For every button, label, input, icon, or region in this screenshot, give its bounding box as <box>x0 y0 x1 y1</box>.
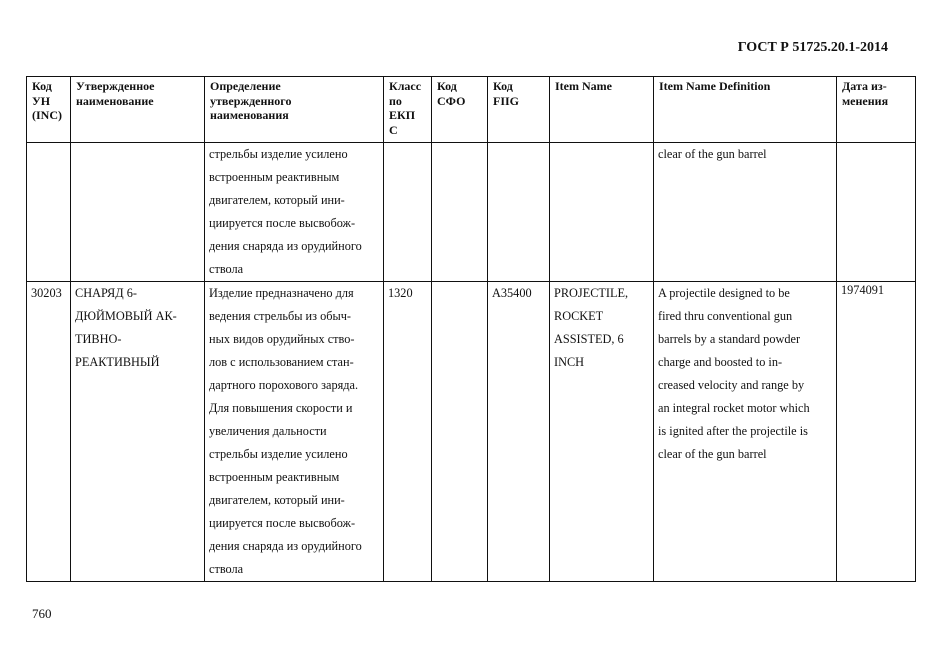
cell-definition-ru <box>205 143 384 282</box>
header-approved-name <box>71 77 205 143</box>
cell-definition-ru <box>205 282 384 582</box>
text-line: дартного порохового заряда. <box>209 378 359 392</box>
header-line: наименование <box>76 93 154 108</box>
text-line: PROJECTILE, <box>554 286 629 300</box>
header-line: утвержденного <box>210 93 292 108</box>
text-line: ствола <box>209 262 244 276</box>
header-line: Код <box>437 79 457 93</box>
header-line: FIIG <box>493 93 520 108</box>
header-approved-definition <box>205 77 384 143</box>
text-line: barrels by a standard powder <box>658 332 801 346</box>
text-line: циируется после высвобож- <box>209 216 356 230</box>
text-line: ROCKET <box>554 309 604 323</box>
text-line: A projectile designed to be <box>658 286 790 300</box>
cell-fiig <box>488 143 550 282</box>
header-class-ekps <box>384 77 432 143</box>
text-line: ASSISTED, 6 <box>554 332 624 346</box>
text-line: is ignited after the projectile is <box>658 424 808 438</box>
text-line: двигателем, который ини- <box>209 193 345 207</box>
header-line: по <box>389 93 402 108</box>
header-line: Дата из- <box>842 79 887 93</box>
header-line: Item Name Definition <box>659 79 771 93</box>
header-line: Определение <box>210 79 281 93</box>
text-line: двигателем, который ини- <box>209 493 345 507</box>
text-line: Изделие предназначено для <box>209 286 354 300</box>
text-line: стрельбы изделие усилено <box>209 447 348 461</box>
header-line: Код <box>32 79 52 93</box>
cell-inc <box>27 143 71 282</box>
cell-class: 1320 <box>384 282 432 582</box>
cell-sfo <box>432 143 488 282</box>
header-line: С <box>389 122 398 137</box>
text-line: ствола <box>209 562 244 576</box>
classifier-table <box>26 76 916 582</box>
header-line: Item Name <box>555 79 612 93</box>
header-code-sfo <box>432 77 488 143</box>
text-line: стрельбы изделие усилено <box>209 147 348 161</box>
text-line: увеличения дальности <box>209 424 327 438</box>
cell-definition-en <box>654 143 837 282</box>
header-code-fiig <box>488 77 550 143</box>
header-line: менения <box>842 93 889 108</box>
cell-fiig: A35400 <box>488 282 550 582</box>
text-line: creased velocity and range by <box>658 378 805 392</box>
text-line: циируется после высвобож- <box>209 516 356 530</box>
table-row <box>27 282 916 582</box>
header-line: (INC) <box>32 108 62 122</box>
cell-definition-en <box>654 282 837 582</box>
header-line: СФО <box>437 93 466 108</box>
header-item-name <box>550 77 654 143</box>
header-line: ЕКП <box>389 108 416 122</box>
text-line: ных видов орудийных ство- <box>209 332 355 346</box>
header-item-name-definition <box>654 77 837 143</box>
cell-date: 1974091 <box>837 282 916 582</box>
text-line: встроенным реактивным <box>209 470 340 484</box>
text-line: дения снаряда из орудийного <box>209 239 362 253</box>
text-line: лов с использованием стан- <box>209 355 354 369</box>
text-line: an integral rocket motor which <box>658 401 810 415</box>
cell-class <box>384 143 432 282</box>
text-line: clear of the gun barrel <box>658 447 767 461</box>
standard-designation: ГОСТ Р 51725.20.1-2014 <box>737 40 888 55</box>
page-number: 760 <box>32 606 52 621</box>
text-line: Для повышения скорости и <box>209 401 353 415</box>
text-line: дения снаряда из орудийного <box>209 539 362 553</box>
cell-inc: 30203 <box>27 282 71 582</box>
text-line: ТИВНО- <box>75 332 122 346</box>
header-line: Класс <box>389 79 422 93</box>
table-header-row <box>27 77 916 143</box>
header-change-date <box>837 77 916 143</box>
text-line: встроенным реактивным <box>209 170 340 184</box>
text-line: ДЮЙМОВЫЙ АК- <box>75 309 177 323</box>
cell-item-name <box>550 282 654 582</box>
cell-item-name <box>550 143 654 282</box>
header-line: Утвержденное <box>76 79 155 93</box>
cell-sfo <box>432 282 488 582</box>
header-line: УН <box>32 93 51 108</box>
text-line: ведения стрельбы из обыч- <box>209 309 352 323</box>
text-line: charge and boosted to in- <box>658 355 783 369</box>
text-line: РЕАКТИВНЫЙ <box>75 355 160 369</box>
text-line: clear of the gun barrel <box>658 147 767 161</box>
table-row-continuation <box>27 143 916 282</box>
cell-name <box>71 282 205 582</box>
cell-name <box>71 143 205 282</box>
header-line: наименования <box>210 108 289 122</box>
header-inc <box>27 77 71 143</box>
header-line: Код <box>493 79 513 93</box>
text-line: INCH <box>554 355 585 369</box>
cell-date <box>837 143 916 282</box>
text-line: fired thru conventional gun <box>658 309 793 323</box>
text-line: СНАРЯД 6- <box>75 286 137 300</box>
